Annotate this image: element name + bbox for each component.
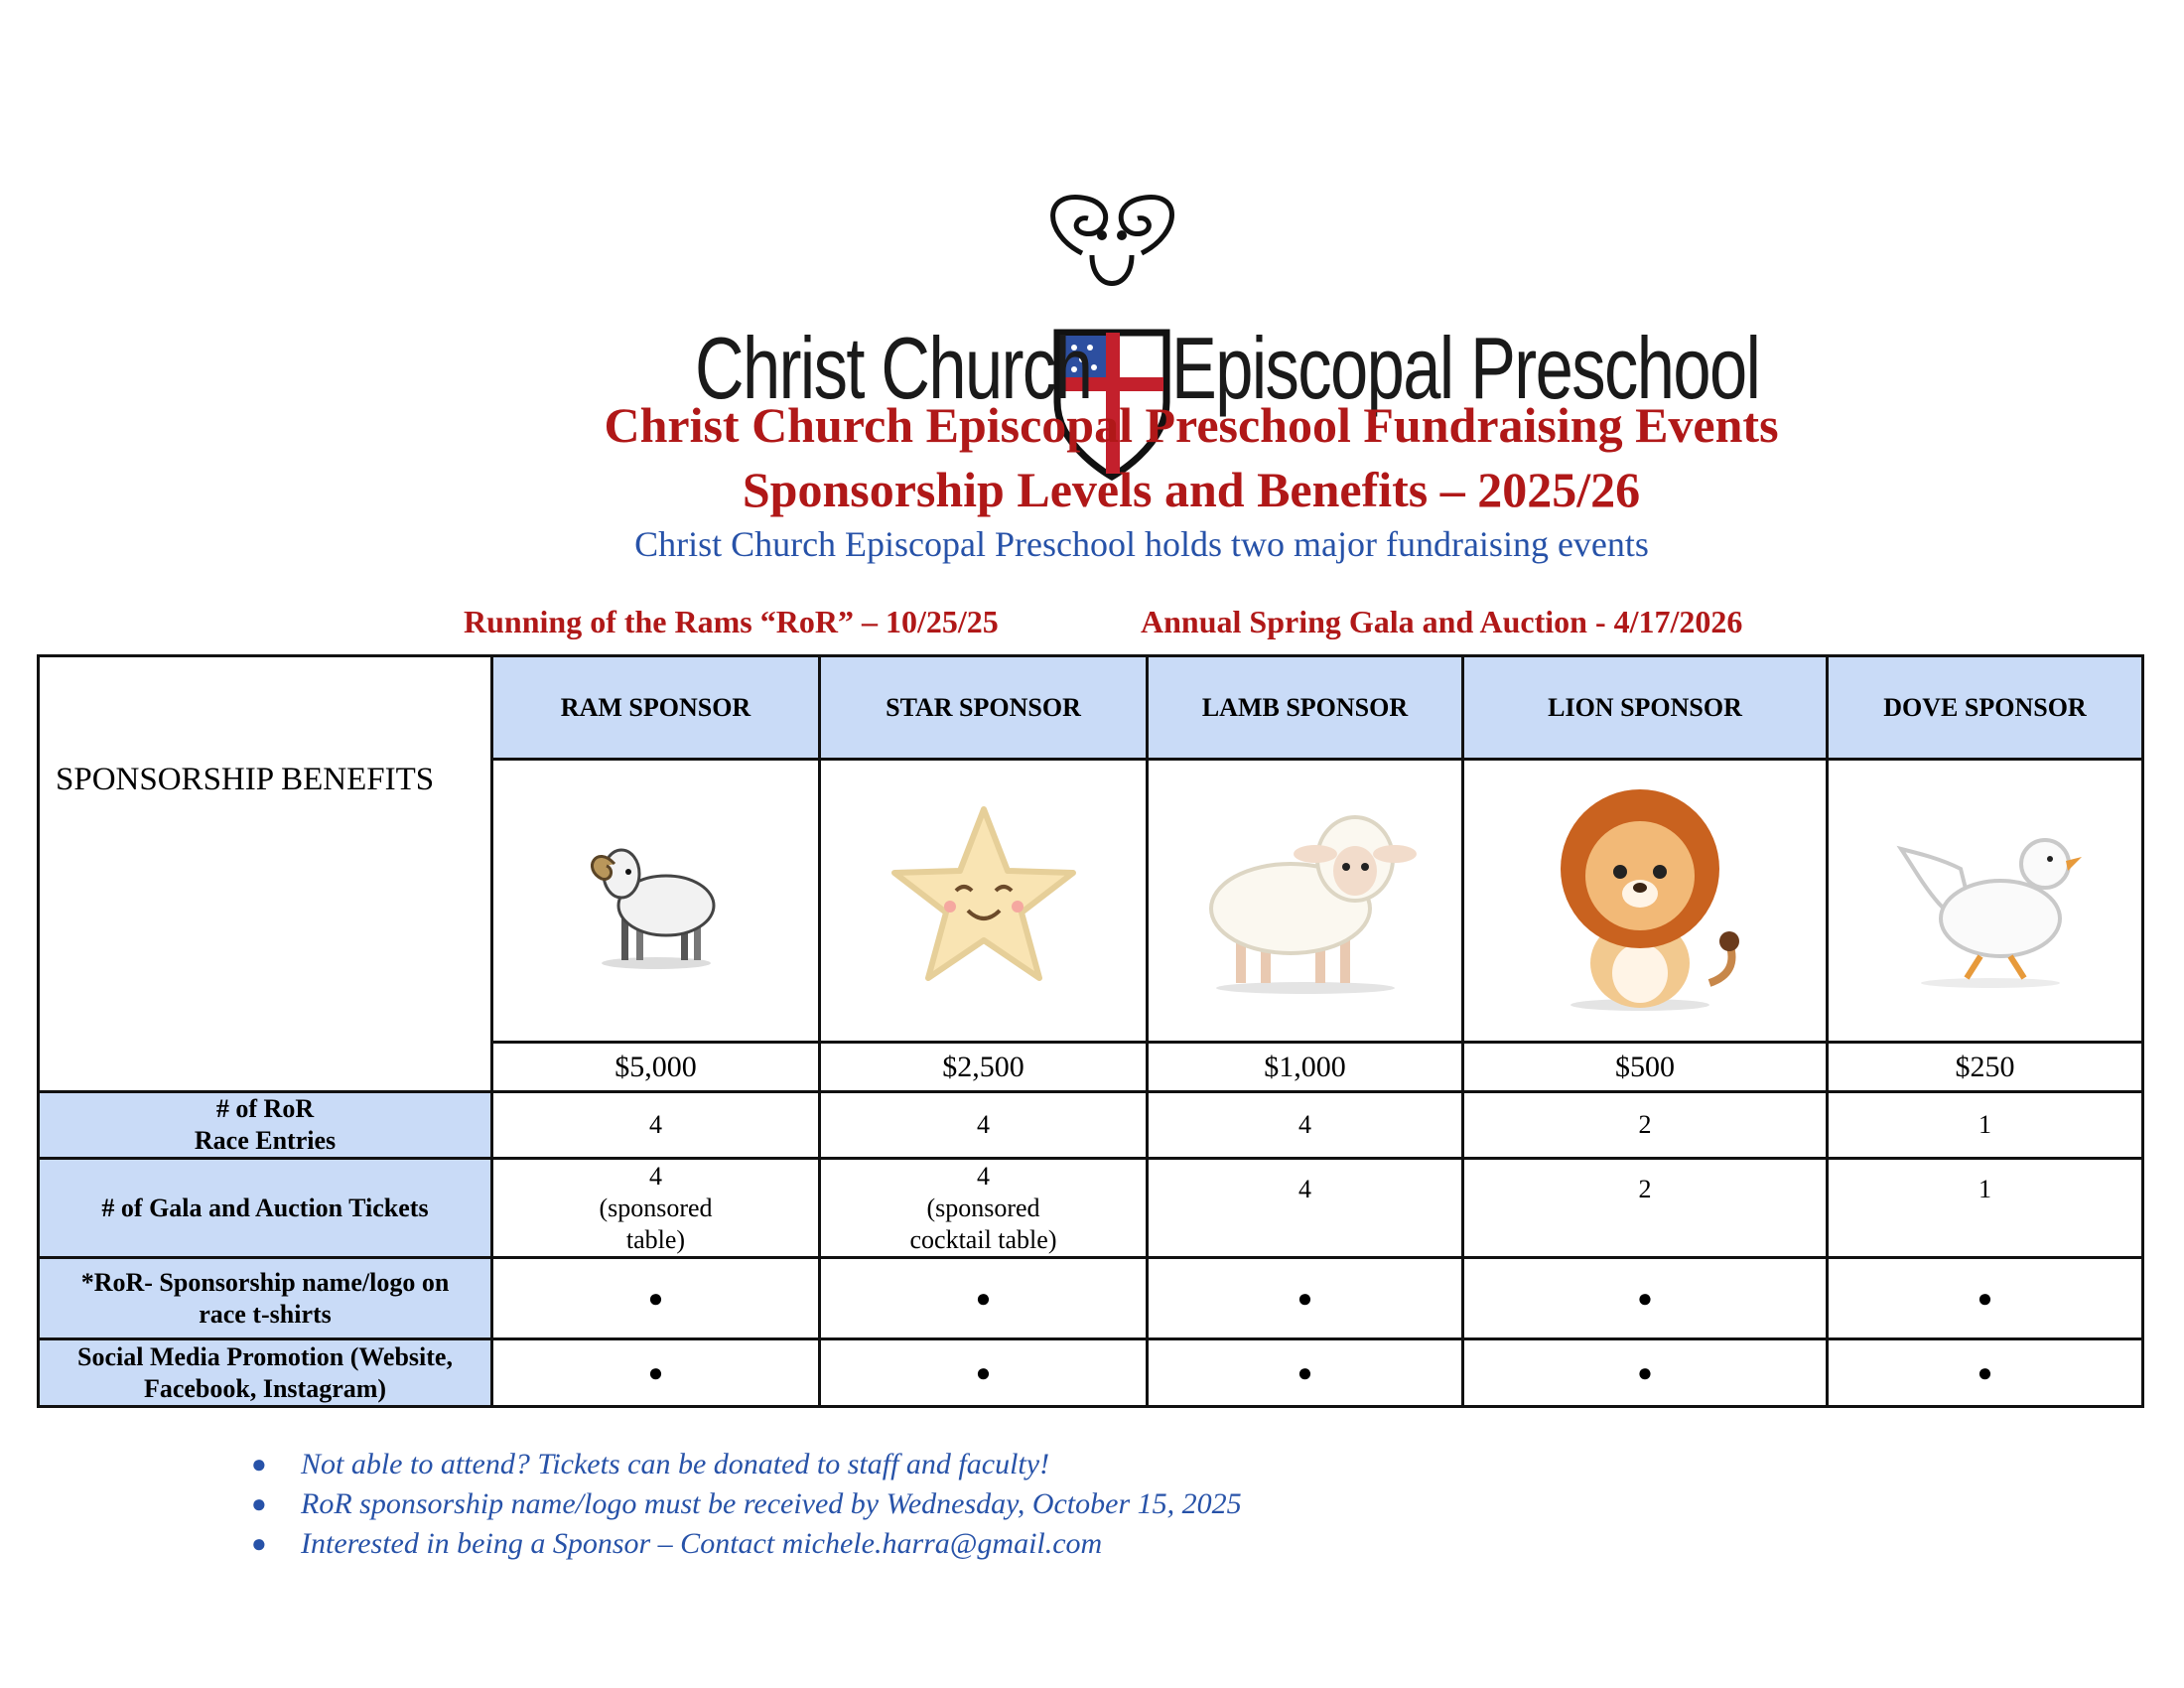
logo-wordmark-right: Episcopal Preschool — [1171, 319, 1760, 417]
table-cell: 2 — [1463, 1159, 1828, 1258]
table-cell: 4 — [1148, 1159, 1463, 1258]
table-cell: 4 — [492, 1092, 820, 1159]
star-icon — [820, 760, 1148, 1043]
gala-tickets-label: # of Gala and Auction Tickets — [39, 1159, 492, 1258]
ram-sponsor-price: $5,000 — [492, 1043, 820, 1092]
lion-sponsor-header: LION SPONSOR — [1463, 656, 1828, 760]
included-bullet: ● — [492, 1339, 820, 1407]
bullet-icon: ● — [251, 1489, 267, 1518]
page-title: Christ Church Episcopal Preschool Fundraising Events — [604, 397, 1779, 453]
table-cell: 4 (sponsored table) — [492, 1159, 820, 1258]
included-bullet: ● — [820, 1339, 1148, 1407]
table-cell: 4 (sponsored cocktail table) — [820, 1159, 1148, 1258]
included-bullet: ● — [492, 1258, 820, 1339]
tshirt-logo-label: *RoR- Sponsorship name/logo on race t-shirts — [39, 1258, 492, 1339]
included-bullet: ● — [1463, 1339, 1828, 1407]
bullet-icon: ● — [251, 1529, 267, 1558]
ram-sponsor-header: RAM SPONSOR — [492, 656, 820, 760]
social-media-label: Social Media Promotion (Website, Facebook, Instagram) — [39, 1339, 492, 1407]
lamb-sponsor-header: LAMB SPONSOR — [1148, 656, 1463, 760]
table-cell: 4 — [1148, 1092, 1463, 1159]
event-running-of-the-rams: Running of the Rams “RoR” – 10/25/25 — [464, 604, 999, 639]
table-cell: 1 — [1828, 1159, 2143, 1258]
event-spring-gala: Annual Spring Gala and Auction - 4/17/2026 — [1141, 604, 1743, 639]
intro-text: Christ Church Episcopal Preschool holds two major fundraising events — [634, 524, 1649, 564]
star-sponsor-price: $2,500 — [820, 1043, 1148, 1092]
table-cell: 4 — [820, 1092, 1148, 1159]
lamb-sponsor-price: $1,000 — [1148, 1043, 1463, 1092]
lamb-icon — [1148, 760, 1463, 1043]
note-contact: ● Interested in being a Sponsor – Contact michele.harra@gmail.com — [251, 1524, 1242, 1564]
sponsorship-table — [37, 654, 2144, 1408]
bullet-icon: ● — [251, 1450, 267, 1478]
dove-sponsor-header: DOVE SPONSOR — [1828, 656, 2143, 760]
dove-icon — [1828, 760, 2143, 1043]
table-cell: 1 — [1828, 1092, 2143, 1159]
included-bullet: ● — [1148, 1258, 1463, 1339]
lion-icon — [1463, 760, 1828, 1043]
note-donate-tickets: ● Not able to attend? Tickets can be donated to staff and faculty! — [251, 1445, 1242, 1484]
sponsorship-benefits-header: SPONSORSHIP BENEFITS — [39, 656, 492, 1092]
included-bullet: ● — [1828, 1339, 2143, 1407]
included-bullet: ● — [1828, 1258, 2143, 1339]
race-entries-label: # of RoR Race Entries — [39, 1092, 492, 1159]
note-logo-deadline: ● RoR sponsorship name/logo must be received by Wednesday, October 15, 2025 — [251, 1484, 1242, 1524]
page-subtitle-title: Sponsorship Levels and Benefits – 2025/26 — [742, 462, 1641, 517]
dove-sponsor-price: $250 — [1828, 1043, 2143, 1092]
lion-sponsor-price: $500 — [1463, 1043, 1828, 1092]
included-bullet: ● — [1148, 1339, 1463, 1407]
included-bullet: ● — [1463, 1258, 1828, 1339]
star-sponsor-header: STAR SPONSOR — [820, 656, 1148, 760]
ram-icon — [492, 760, 820, 1043]
notes-list — [251, 1445, 1242, 1564]
logo-wordmark-left: Christ Church — [695, 319, 1092, 417]
school-logo — [0, 94, 2184, 417]
included-bullet: ● — [820, 1258, 1148, 1339]
table-cell: 2 — [1463, 1092, 1828, 1159]
